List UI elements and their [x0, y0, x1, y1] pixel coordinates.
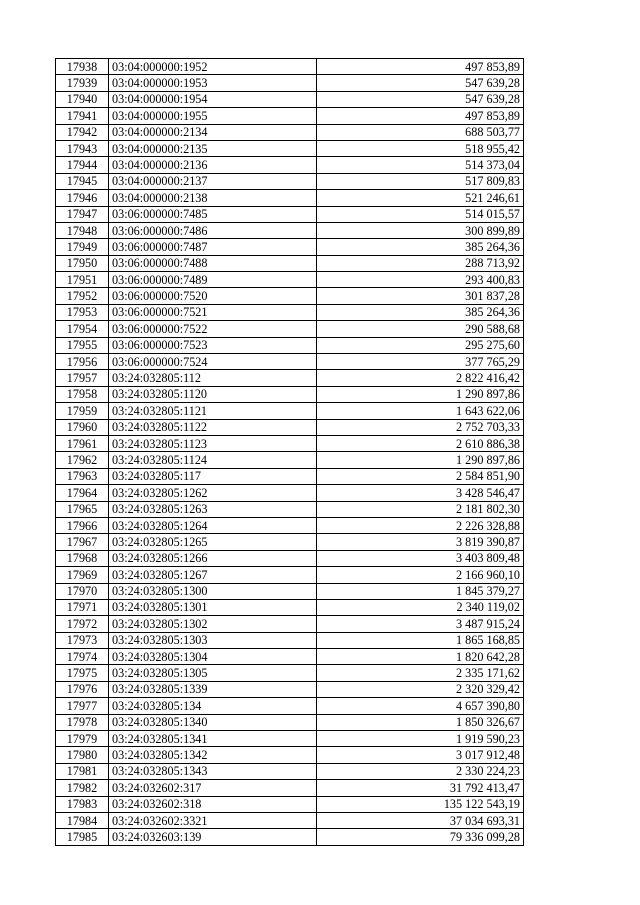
- cadastral-number-cell: 03:24:032805:1266: [109, 550, 317, 566]
- cadastral-number-cell: 03:24:032805:1340: [109, 714, 317, 730]
- table-row: [56, 91, 524, 107]
- cadastral-value-cell: 3 428 546,47: [317, 485, 524, 501]
- cadastral-value-cell: 2 610 886,38: [317, 435, 524, 451]
- row-number-cell: 17953: [56, 304, 109, 320]
- table-row: [56, 780, 524, 796]
- cadastral-number-cell: 03:06:000000:7520: [109, 288, 317, 304]
- cadastral-number-cell: 03:04:000000:1952: [109, 59, 317, 75]
- cadastral-number-cell: 03:24:032603:139: [109, 829, 317, 845]
- cadastral-value-cell: 497 853,89: [317, 59, 524, 75]
- row-number-cell: 17979: [56, 731, 109, 747]
- row-number-cell: 17969: [56, 567, 109, 583]
- cadastral-value-cell: 2 226 328,88: [317, 517, 524, 533]
- cadastral-value-cell: 3 017 912,48: [317, 747, 524, 763]
- cadastral-number-cell: 03:04:000000:2135: [109, 140, 317, 156]
- cadastral-number-cell: 03:24:032805:1264: [109, 517, 317, 533]
- row-number-cell: 17975: [56, 665, 109, 681]
- row-number-cell: 17964: [56, 485, 109, 501]
- cadastral-number-cell: 03:04:000000:2137: [109, 173, 317, 189]
- row-number-cell: 17952: [56, 288, 109, 304]
- table-row: [56, 731, 524, 747]
- cadastral-number-cell: 03:24:032805:1120: [109, 386, 317, 402]
- cadastral-value-cell: 3 403 809,48: [317, 550, 524, 566]
- row-number-cell: 17972: [56, 616, 109, 632]
- table-row: [56, 403, 524, 419]
- table-row: [56, 583, 524, 599]
- cadastral-number-cell: 03:24:032805:1124: [109, 452, 317, 468]
- cadastral-value-cell: 288 713,92: [317, 255, 524, 271]
- row-number-cell: 17961: [56, 435, 109, 451]
- cadastral-number-cell: 03:06:000000:7487: [109, 239, 317, 255]
- row-number-cell: 17963: [56, 468, 109, 484]
- cadastral-number-cell: 03:06:000000:7524: [109, 354, 317, 370]
- table-row: [56, 272, 524, 288]
- cadastral-value-cell: 3 819 390,87: [317, 534, 524, 550]
- cadastral-number-cell: 03:24:032805:1122: [109, 419, 317, 435]
- table-row: [56, 698, 524, 714]
- cadastral-number-cell: 03:24:032805:1262: [109, 485, 317, 501]
- table-row: [56, 517, 524, 533]
- row-number-cell: 17949: [56, 239, 109, 255]
- table-row: [56, 616, 524, 632]
- cadastral-number-cell: 03:24:032805:117: [109, 468, 317, 484]
- cadastral-number-cell: 03:24:032805:1305: [109, 665, 317, 681]
- cadastral-number-cell: 03:04:000000:2134: [109, 124, 317, 140]
- table-row: [56, 386, 524, 402]
- row-number-cell: 17976: [56, 681, 109, 697]
- table-row: [56, 468, 524, 484]
- cadastral-value-cell: 547 639,28: [317, 75, 524, 91]
- row-number-cell: 17951: [56, 272, 109, 288]
- cadastral-value-cell: 377 765,29: [317, 354, 524, 370]
- table-row: [56, 190, 524, 206]
- cadastral-value-cell: 1 643 622,06: [317, 403, 524, 419]
- cadastral-value-cell: 1 865 168,85: [317, 632, 524, 648]
- cadastral-value-cell: 1 290 897,86: [317, 452, 524, 468]
- row-number-cell: 17965: [56, 501, 109, 517]
- cadastral-number-cell: 03:24:032805:1301: [109, 599, 317, 615]
- cadastral-value-cell: 1 850 326,67: [317, 714, 524, 730]
- row-number-cell: 17941: [56, 108, 109, 124]
- cadastral-number-cell: 03:06:000000:7488: [109, 255, 317, 271]
- row-number-cell: 17978: [56, 714, 109, 730]
- table-row: [56, 173, 524, 189]
- table-row: [56, 157, 524, 173]
- cadastral-number-cell: 03:24:032602:3321: [109, 812, 317, 828]
- table-row: [56, 534, 524, 550]
- table-row: [56, 419, 524, 435]
- cadastral-number-cell: 03:04:000000:1953: [109, 75, 317, 91]
- row-number-cell: 17962: [56, 452, 109, 468]
- cadastral-number-cell: 03:04:000000:1954: [109, 91, 317, 107]
- cadastral-value-cell: 518 955,42: [317, 140, 524, 156]
- row-number-cell: 17943: [56, 140, 109, 156]
- row-number-cell: 17950: [56, 255, 109, 271]
- cadastral-value-cell: 37 034 693,31: [317, 812, 524, 828]
- cadastral-number-cell: 03:24:032805:1267: [109, 567, 317, 583]
- table-row: [56, 124, 524, 140]
- table-row: [56, 370, 524, 386]
- row-number-cell: 17981: [56, 763, 109, 779]
- table-row: [56, 714, 524, 730]
- table-row: [56, 567, 524, 583]
- table-row: [56, 288, 524, 304]
- table-row: [56, 354, 524, 370]
- row-number-cell: 17983: [56, 796, 109, 812]
- cadastral-value-cell: 290 588,68: [317, 321, 524, 337]
- cadastral-number-cell: 03:04:000000:2138: [109, 190, 317, 206]
- row-number-cell: 17984: [56, 812, 109, 828]
- row-number-cell: 17955: [56, 337, 109, 353]
- cadastral-number-cell: 03:24:032805:1121: [109, 403, 317, 419]
- table-row: [56, 140, 524, 156]
- row-number-cell: 17966: [56, 517, 109, 533]
- row-number-cell: 17985: [56, 829, 109, 845]
- row-number-cell: 17945: [56, 173, 109, 189]
- row-number-cell: 17957: [56, 370, 109, 386]
- cadastral-value-cell: 79 336 099,28: [317, 829, 524, 845]
- row-number-cell: 17940: [56, 91, 109, 107]
- cadastral-value-cell: 497 853,89: [317, 108, 524, 124]
- cadastral-number-cell: 03:24:032805:112: [109, 370, 317, 386]
- cadastral-value-cell: 521 246,61: [317, 190, 524, 206]
- cadastral-number-cell: 03:24:032805:134: [109, 698, 317, 714]
- cadastral-value-cell: 2 166 960,10: [317, 567, 524, 583]
- cadastral-value-cell: 2 340 119,02: [317, 599, 524, 615]
- cadastral-value-cell: 2 181 802,30: [317, 501, 524, 517]
- cadastral-number-cell: 03:24:032805:1303: [109, 632, 317, 648]
- cadastral-value-cell: 3 487 915,24: [317, 616, 524, 632]
- cadastral-number-cell: 03:24:032602:318: [109, 796, 317, 812]
- cadastral-value-table: [55, 58, 524, 846]
- row-number-cell: 17971: [56, 599, 109, 615]
- cadastral-value-cell: 2 822 416,42: [317, 370, 524, 386]
- table-row: [56, 681, 524, 697]
- row-number-cell: 17942: [56, 124, 109, 140]
- table-row: [56, 829, 524, 845]
- cadastral-number-cell: 03:24:032805:1123: [109, 435, 317, 451]
- cadastral-value-cell: 300 899,89: [317, 222, 524, 238]
- cadastral-value-cell: 1 820 642,28: [317, 649, 524, 665]
- table-row: [56, 796, 524, 812]
- table-row: [56, 75, 524, 91]
- row-number-cell: 17954: [56, 321, 109, 337]
- cadastral-value-cell: 514 373,04: [317, 157, 524, 173]
- table-row: [56, 239, 524, 255]
- table-row: [56, 255, 524, 271]
- table-row: [56, 632, 524, 648]
- cadastral-number-cell: 03:24:032805:1343: [109, 763, 317, 779]
- cadastral-value-cell: 514 015,57: [317, 206, 524, 222]
- table-row: [56, 550, 524, 566]
- row-number-cell: 17939: [56, 75, 109, 91]
- cadastral-number-cell: 03:24:032805:1263: [109, 501, 317, 517]
- row-number-cell: 17968: [56, 550, 109, 566]
- cadastral-value-cell: 2 335 171,62: [317, 665, 524, 681]
- cadastral-number-cell: 03:24:032805:1341: [109, 731, 317, 747]
- cadastral-number-cell: 03:06:000000:7521: [109, 304, 317, 320]
- table-row: [56, 59, 524, 75]
- table-row: [56, 485, 524, 501]
- cadastral-number-cell: 03:04:000000:1955: [109, 108, 317, 124]
- row-number-cell: 17960: [56, 419, 109, 435]
- table-row: [56, 452, 524, 468]
- cadastral-value-cell: 517 809,83: [317, 173, 524, 189]
- cadastral-number-cell: 03:06:000000:7522: [109, 321, 317, 337]
- cadastral-value-cell: 688 503,77: [317, 124, 524, 140]
- cadastral-value-cell: 385 264,36: [317, 239, 524, 255]
- cadastral-value-cell: 1 919 590,23: [317, 731, 524, 747]
- cadastral-value-cell: 301 837,28: [317, 288, 524, 304]
- cadastral-number-cell: 03:24:032805:1339: [109, 681, 317, 697]
- cadastral-value-cell: 2 752 703,33: [317, 419, 524, 435]
- cadastral-value-cell: 293 400,83: [317, 272, 524, 288]
- cadastral-number-cell: 03:24:032805:1342: [109, 747, 317, 763]
- row-number-cell: 17946: [56, 190, 109, 206]
- row-number-cell: 17977: [56, 698, 109, 714]
- table-row: [56, 108, 524, 124]
- row-number-cell: 17959: [56, 403, 109, 419]
- cadastral-value-cell: 295 275,60: [317, 337, 524, 353]
- cadastral-number-cell: 03:24:032805:1300: [109, 583, 317, 599]
- table-row: [56, 435, 524, 451]
- cadastral-value-cell: 385 264,36: [317, 304, 524, 320]
- cadastral-value-cell: 1 845 379,27: [317, 583, 524, 599]
- cadastral-number-cell: 03:24:032805:1265: [109, 534, 317, 550]
- table-row: [56, 304, 524, 320]
- table-row: [56, 501, 524, 517]
- cadastral-number-cell: 03:24:032805:1302: [109, 616, 317, 632]
- table-row: [56, 665, 524, 681]
- table-body: [56, 59, 524, 846]
- table-row: [56, 222, 524, 238]
- row-number-cell: 17970: [56, 583, 109, 599]
- table-row: [56, 206, 524, 222]
- cadastral-number-cell: 03:06:000000:7485: [109, 206, 317, 222]
- row-number-cell: 17958: [56, 386, 109, 402]
- table-row: [56, 763, 524, 779]
- cadastral-number-cell: 03:04:000000:2136: [109, 157, 317, 173]
- cadastral-number-cell: 03:06:000000:7523: [109, 337, 317, 353]
- cadastral-value-cell: 2 320 329,42: [317, 681, 524, 697]
- table-row: [56, 321, 524, 337]
- row-number-cell: 17973: [56, 632, 109, 648]
- row-number-cell: 17974: [56, 649, 109, 665]
- row-number-cell: 17956: [56, 354, 109, 370]
- cadastral-value-cell: 1 290 897,86: [317, 386, 524, 402]
- row-number-cell: 17938: [56, 59, 109, 75]
- cadastral-value-cell: 547 639,28: [317, 91, 524, 107]
- row-number-cell: 17947: [56, 206, 109, 222]
- row-number-cell: 17982: [56, 780, 109, 796]
- cadastral-number-cell: 03:06:000000:7486: [109, 222, 317, 238]
- table-row: [56, 812, 524, 828]
- table-row: [56, 599, 524, 615]
- cadastral-value-cell: 31 792 413,47: [317, 780, 524, 796]
- cadastral-number-cell: 03:06:000000:7489: [109, 272, 317, 288]
- row-number-cell: 17948: [56, 222, 109, 238]
- cadastral-value-cell: 2 330 224,23: [317, 763, 524, 779]
- table-row: [56, 747, 524, 763]
- table-row: [56, 337, 524, 353]
- cadastral-number-cell: 03:24:032805:1304: [109, 649, 317, 665]
- row-number-cell: 17967: [56, 534, 109, 550]
- cadastral-value-cell: 2 584 851,90: [317, 468, 524, 484]
- cadastral-number-cell: 03:24:032602:317: [109, 780, 317, 796]
- table-row: [56, 649, 524, 665]
- cadastral-value-cell: 4 657 390,80: [317, 698, 524, 714]
- row-number-cell: 17944: [56, 157, 109, 173]
- row-number-cell: 17980: [56, 747, 109, 763]
- cadastral-value-cell: 135 122 543,19: [317, 796, 524, 812]
